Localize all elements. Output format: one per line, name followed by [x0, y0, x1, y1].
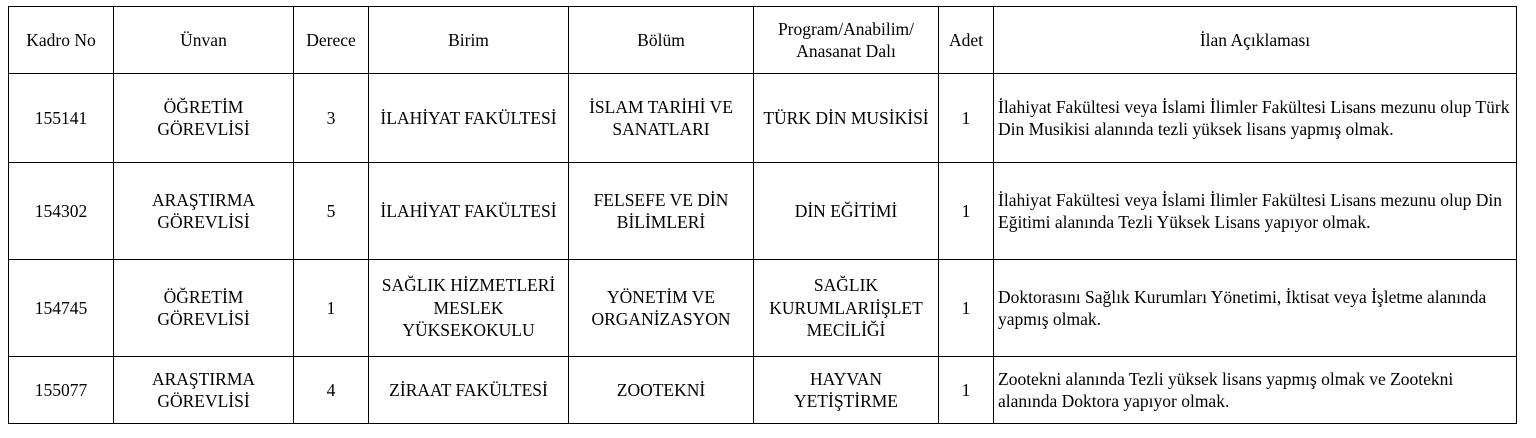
- table-row: [9, 357, 1517, 424]
- cell-program: DİN EĞİTİMİ: [754, 163, 939, 260]
- cell-birim: İLAHİYAT FAKÜLTESİ: [369, 74, 569, 163]
- table-body: [9, 74, 1517, 424]
- column-header-bolum: Bölüm: [569, 7, 754, 74]
- column-header-unvan: Ünvan: [114, 7, 294, 74]
- column-header-birim: Birim: [369, 7, 569, 74]
- column-header-ilan-aciklamasi: İlan Açıklaması: [994, 7, 1517, 74]
- cell-aciklama: İlahiyat Fakültesi veya İslami İlimler Fakültesi Lisans mezunu olup Din Eğitimi alanında Tezli Yüksek Lisans yapıyor olmak.: [994, 163, 1517, 260]
- cell-program: TÜRK DİN MUSİKİSİ: [754, 74, 939, 163]
- column-header-program: [754, 7, 939, 74]
- cell-aciklama: Doktorasını Sağlık Kurumları Yönetimi, İktisat veya İşletme alanında yapmış olmak.: [994, 260, 1517, 357]
- table-row: [9, 260, 1517, 357]
- table-header: [9, 7, 1517, 74]
- cell-adet: 1: [939, 163, 994, 260]
- cell-adet: 1: [939, 260, 994, 357]
- column-header-program-line2: Anasanat Dalı: [796, 41, 896, 61]
- cell-kadro-no: 155077: [9, 357, 114, 424]
- cell-aciklama: Zootekni alanında Tezli yüksek lisans yapmış olmak ve Zootekni alanında Doktora yapıyor olmak.: [994, 357, 1517, 424]
- cell-adet: 1: [939, 74, 994, 163]
- column-header-program-line1: Program/Anabilim/: [777, 18, 915, 39]
- cell-birim: SAĞLIK HİZMETLERİ MESLEK YÜKSEKOKULU: [369, 260, 569, 357]
- cell-unvan: ARAŞTIRMA GÖREVLİSİ: [114, 163, 294, 260]
- cell-bolum: FELSEFE VE DİN BİLİMLERİ: [569, 163, 754, 260]
- column-header-kadro-no: Kadro No: [9, 7, 114, 74]
- cell-birim: İLAHİYAT FAKÜLTESİ: [369, 163, 569, 260]
- cell-derece: 1: [294, 260, 369, 357]
- cell-kadro-no: 155141: [9, 74, 114, 163]
- cell-kadro-no: 154302: [9, 163, 114, 260]
- cell-bolum: İSLAM TARİHİ VE SANATLARI: [569, 74, 754, 163]
- cell-unvan: ARAŞTIRMA GÖREVLİSİ: [114, 357, 294, 424]
- kadro-table: [8, 6, 1517, 424]
- cell-program: SAĞLIK KURUMLARIİŞLET MECİLİĞİ: [754, 260, 939, 357]
- cell-unvan: ÖĞRETİM GÖREVLİSİ: [114, 260, 294, 357]
- cell-derece: 3: [294, 74, 369, 163]
- table-row: [9, 74, 1517, 163]
- cell-birim: ZİRAAT FAKÜLTESİ: [369, 357, 569, 424]
- column-header-derece: Derece: [294, 7, 369, 74]
- table-header-row: [9, 7, 1517, 74]
- cell-derece: 4: [294, 357, 369, 424]
- cell-bolum: ZOOTEKNİ: [569, 357, 754, 424]
- cell-adet: 1: [939, 357, 994, 424]
- cell-program: HAYVAN YETİŞTİRME: [754, 357, 939, 424]
- cell-unvan: ÖĞRETİM GÖREVLİSİ: [114, 74, 294, 163]
- column-header-adet: Adet: [939, 7, 994, 74]
- table-row: [9, 163, 1517, 260]
- cell-kadro-no: 154745: [9, 260, 114, 357]
- cell-aciklama: İlahiyat Fakültesi veya İslami İlimler Fakültesi Lisans mezunu olup Türk Din Musikisi alanında tezli yüksek lisans yapmış olmak.: [994, 74, 1517, 163]
- cell-derece: 5: [294, 163, 369, 260]
- cell-bolum: YÖNETİM VE ORGANİZASYON: [569, 260, 754, 357]
